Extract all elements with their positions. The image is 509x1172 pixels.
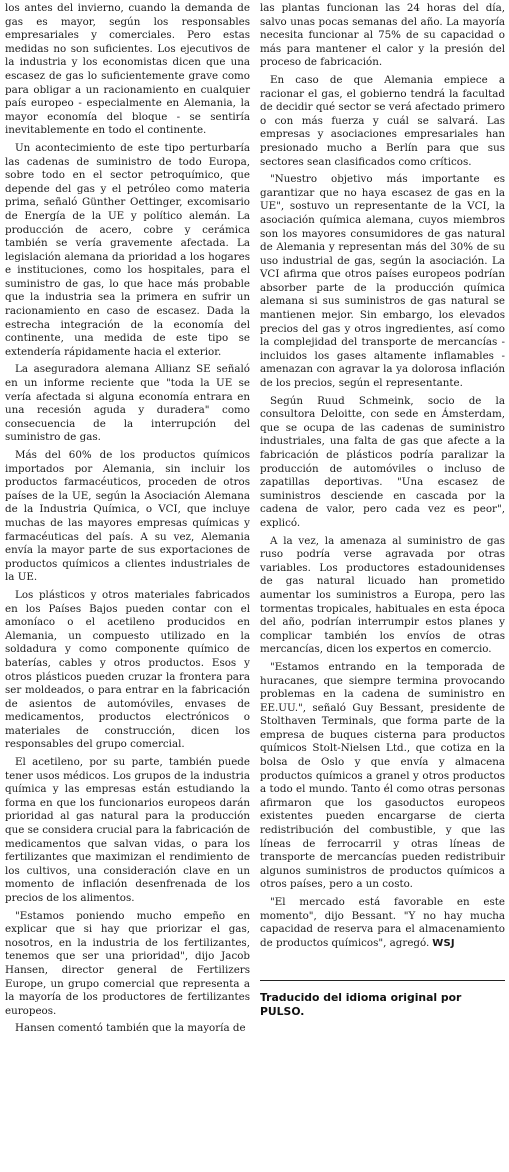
right-column	[260, 2, 505, 1172]
paragraph: En caso de que Alemania empiece a racionar el gas, el gobierno tendrá la facultad de decidir qué sector se verá afectado primero o con más fuerza y cuál se salvará. Las empresas y asociaciones empresariales han presionado mucho a Berlín para que sus sectores sean clasificados como críticos.	[260, 73, 505, 168]
final-paragraph	[260, 896, 505, 950]
paragraph: Hansen comentó también que la mayoría de	[15, 1022, 246, 1035]
paragraph: las plantas funcionan las 24 horas del día, salvo unas pocas semanas del año. La mayoría necesita funcionar al 75% de su capacidad o más para mantener el calor y la presión del proceso de fabricación.	[260, 2, 505, 69]
paragraph: "Estamos poniendo mucho empeño en explicar que si hay que priorizar el gas, nosotros, en la industria de los fertilizantes, tenemos que ser una prioridad", dijo Jacob Hansen, director general de Fertilizers Europe, un grupo comercial que representa a la mayoría de los productores de fertilizantes europeos.	[5, 909, 250, 1017]
paragraph: los antes del invierno, cuando la demanda de gas es mayor, según los responsables empresariales y comerciales. Pero estas medidas no son suficientes. Los ejecutivos de la industria y los economistas dicen que una escasez de gas lo suficientemente grave como para obligar a un racionamiento en cualquier país europeo - especialmente en Alemania, la mayor economía del bloque - se sentiría inevitablemente en todo el continente.	[5, 2, 250, 137]
author-signature: WSJ	[432, 937, 455, 949]
paragraph-text: "El mercado está favorable en este momento", dijo Bessant. "Y no hay mucha capacidad de reserva para el almacenamiento de productos químicos", agregó.	[260, 896, 505, 949]
translation-credit: Traducido del idioma original por PULSO.	[260, 980, 505, 1019]
paragraph: "Estamos entrando en la temporada de huracanes, que siempre termina provocando problemas en la cadena de suministro en EE.UU.", señaló Guy Bessant, presidente de Stolthaven Terminals, que forma parte de la empresa de buques cisterna para productos químicos Stolt-Nielsen Ltd., que cotiza en la bolsa de Oslo y que envía y almacena productos químicos a granel y otros productos a todo el mundo. Tanto él como otras personas afirmaron que los gasoductos europeos existentes pueden encargarse de cierta redistribución del combustible, y que las líneas de ferrocarril y otras líneas de transporte de mercancías pueden redistribuir algunos suministros de productos químicos a otros países, pero a un costo.	[260, 660, 505, 891]
paragraph: La aseguradora alemana Allianz SE señaló en un informe reciente que "toda la UE se vería afectada si alguna economía entrara en una recesión aguda y duradera" como consecuencia de la interrupción del suministro de gas.	[5, 363, 250, 444]
paragraph: Según Ruud Schmeink, socio de la consultora Deloitte, con sede en Ámsterdam, que se ocupa de las cadenas de suministro industriales, una falta de gas que afecte a la fabricación de plásticos podría paralizar la producción de automóviles o incluso de zapatillas deportivas. "Una escasez de suministros desciende en cascada por la cadena de valor, pero cada vez es peor", explicó.	[260, 394, 505, 529]
paragraph: Más del 60% de los productos químicos importados por Alemania, sin incluir los productos farmacéuticos, proceden de otros países de la UE, según la Asociación Alemana de la Industria Química, o VCI, que incluye muchas de las mayores empresas químicas y farmacéuticas del país. A su vez, Alemania envía la mayor parte de sus exportaciones de productos químicos a clientes industriales de la UE.	[5, 449, 250, 584]
paragraph: Un acontecimiento de este tipo perturbaría las cadenas de suministro de todo Europa, sobre todo en el sector petroquímico, que depende del gas y el petróleo como materia prima, señaló Günther Oettinger, excomisario de Energía de la UE y político alemán. La producción de acero, cobre y cerámica también se vería gravemente afectada. La legislación alemana da prioridad a los hogares e instituciones, como los hospitales, para el suministro de gas, lo que hace más probable que la industria sea la primera en sufrir un racionamiento en caso de escasez. Dada la estrecha integración de la economía del continente, una medida de este tipo se extendería rápidamente hacia el exterior.	[5, 141, 250, 358]
paragraph: A la vez, la amenaza al suministro de gas ruso podría verse agravada por otras variables. Los productores estadounidenses de gas natural licuado han prometido aumentar los suministros a Europa, pero las tormentas tropicales, habituales en esta época del año, podrían interrumpir estos planes y complicar también los envíos de otras mercancías, dicen los expertos en comercio.	[260, 534, 505, 656]
paragraph: "Nuestro objetivo más importante es garantizar que no haya escasez de gas en la UE", sostuvo un representante de la VCI, la asociación química alemana, cuyos miembros son los mayores consumidores de gas natural de Alemania y representan más del 30% de su uso industrial de gas, según la asociación. La VCI afirma que otros países europeos podrían absorber parte de la producción química alemana si sus suministros de gas natural se mantienen mejor. Sin embargo, los elevados precios del gas y otros ingredientes, así como la complejidad del transporte de mercancías - incluidos los gases altamente inflamables - amenazan con agravar la ya dolorosa inflación de los precios, según el representante.	[260, 173, 505, 390]
paragraph: Los plásticos y otros materiales fabricados en los Países Bajos pueden contar con el amoníaco o el acetileno producidos en Alemania, un compuesto utilizado en la soldadura y como componente químico de baterías, cables y otros productos. Esos y otros plásticos pueden cruzar la frontera para ser moldeados, o para entrar en la fabricación de asientos de automóviles, envases de medicamentos, productos electrónicos o materiales de construcción, dicen los responsables del grupo comercial.	[5, 588, 250, 751]
paragraph: El acetileno, por su parte, también puede tener usos médicos. Los grupos de la industria química y las empresas están estudiando la forma en que los funcionarios europeos darán prioridad al gas natural para la producción que se considera crucial para la fabricación de medicamentos que salvan vidas, o para los fertilizantes que maximizan el rendimiento de los cultivos, una consideración clave en un momento de inflación desenfrenada de los precios de los alimentos.	[5, 756, 250, 904]
left-column	[5, 2, 250, 1172]
